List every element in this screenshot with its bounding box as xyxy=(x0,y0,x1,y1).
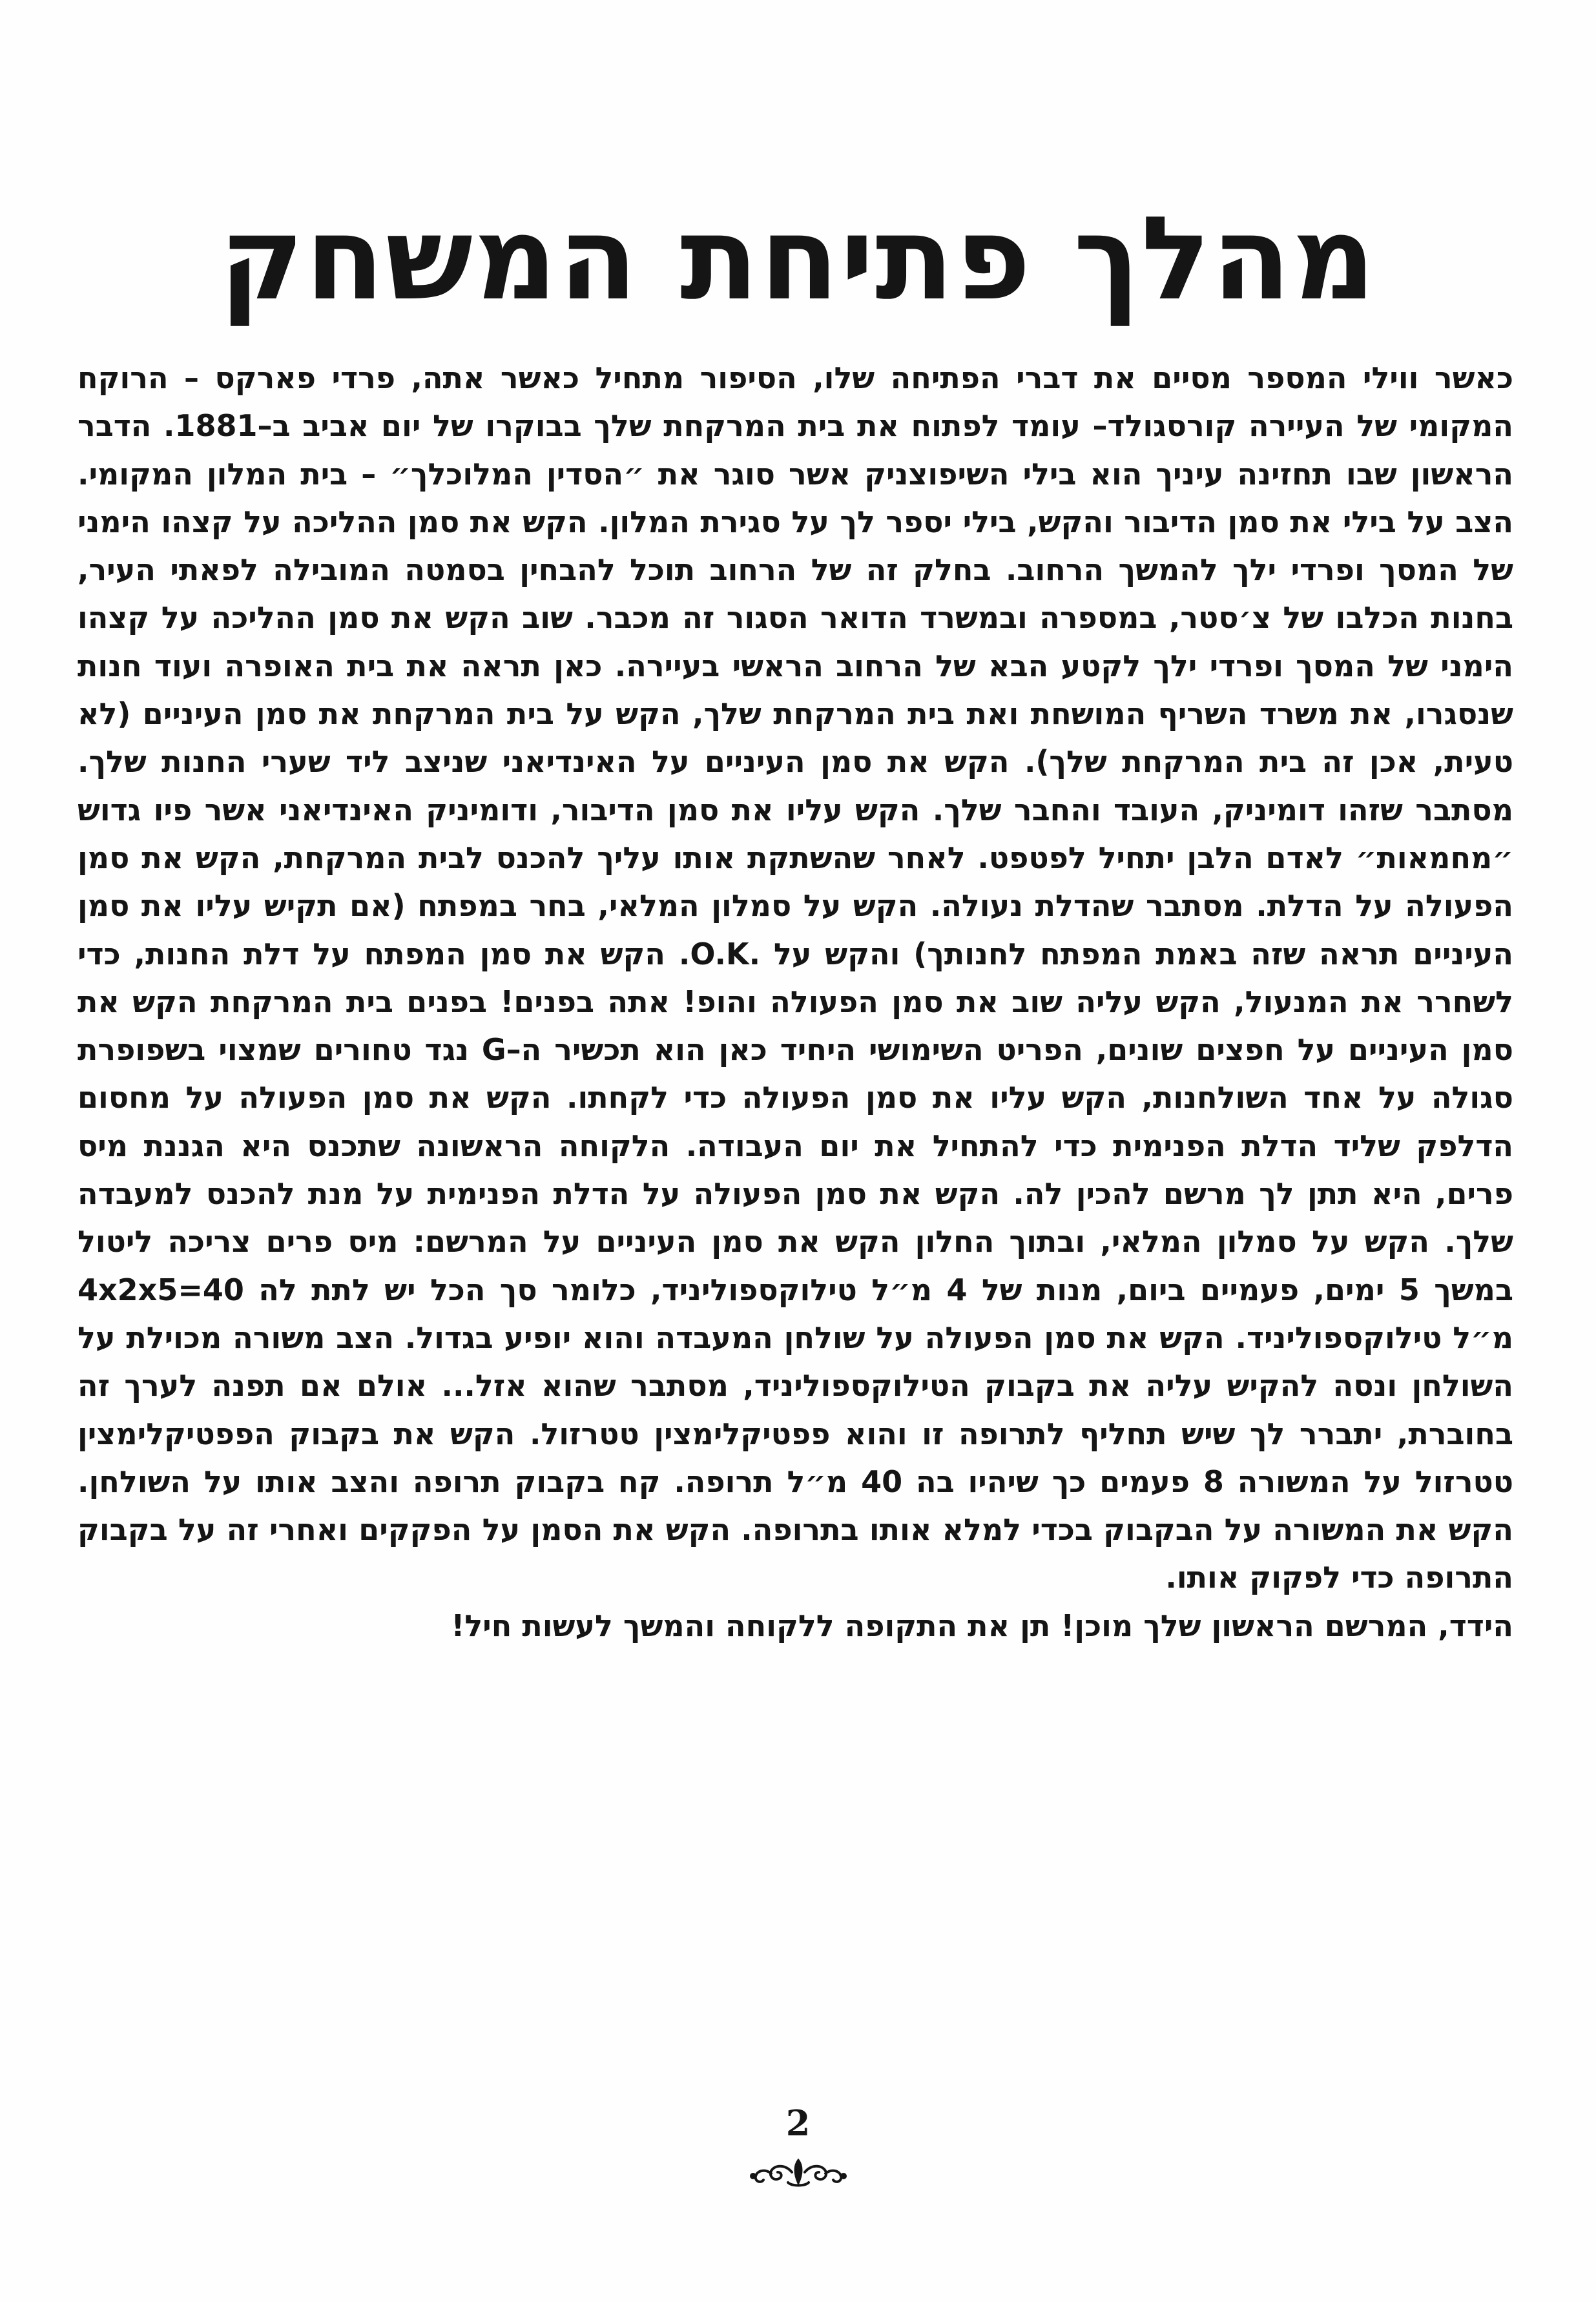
body-paragraph-1: כאשר ווילי המספר מסיים את דברי הפתיחה שלו, הסיפור מתחיל כאשר אתה, פרדי פארקס – הרוקח המקומי של העיירה קורסגולד– עומד לפתוח את בית המרקחת שלך בבוקרו של יום אביב ב–1881. הדבר הראשון שבו תחזינה עיניך הוא בילי השיפוצניק אשר סוגר את ״הסדין המלוכלך״ – בית המלון המקומי. הצב על בילי את סמן הדיבור והקש, בילי יספר לך על סגירת המלון. הקש את סמן ההליכה על קצהו הימני של המסך ופרדי ילך להמשך הרחוב. בחלק זה של הרחוב תוכל להבחין בסמטה המובילה לפאתי העיר, בחנות הכלבו של צ׳סטר, במספרה ובמשרד הדואר הסגור זה מכבר. שוב הקש את סמן ההליכה על קצהו הימני של המסך ופרדי ילך לקטע הבא של הרחוב הראשי בעיירה. כאן תראה את בית האופרה ועוד חנות שנסגרו, את משרד השריף המושחת ואת בית המרקחת שלך, הקש על בית המרקחת את סמן העיניים (לא טעית, אכן זה בית המרקחת שלך). הקש את סמן העיניים על האינדיאני שניצב ליד שערי החנות שלך. מסתבר שזהו דומיניק, העובד והחבר שלך. הקש עליו את סמן הדיבור, ודומיניק האינדיאני אשר פיו גדוש ״מחמאות״ לאדם הלבן יתחיל לפטפט. לאחר שהשתקת אותו עליך להכנס לבית המרקחת, הקש את סמן הפעולה על הדלת. מסתבר שהדלת נעולה. הקש על סמלון המלאי, בחר במפתח (אם תקיש עליו את סמן העיניים תראה שזה באמת המפתח לחנותך) והקש על .O.K. הקש את סמן המפתח על דלת החנות, כדי לשחרר את המנעול, הקש עליה שוב את סמן הפעולה והופ! אתה בפנים! בפנים בית המרקחת הקש את סמן העיניים על חפצים שונים, הפריט השימושי היחיד כאן הוא תכשיר ה–G נגד טחורים שמצוי בשפופרת סגולה על אחד השולחנות, הקש עליו את סמן הפעולה כדי לקחתו. הקש את סמן הפעולה על מחסום הדלפק שליד הדלת הפנימית כדי להתחיל את יום העבודה. הלקוחה הראשונה שתכנס היא הגננת מיס פרים, היא תתן לך מרשם להכין לה. הקש את סמן הפעולה על הדלת הפנימית על מנת להכנס למעבדה שלך. הקש על סמלון המלאי, ובתוך החלון הקש את סמן העיניים על המרשם: מיס פרים צריכה ליטול במשך 5 ימים, פעמיים ביום, מנות של 4 מ״ל טילוקספוליניד, כלומר סך הכל יש לתת לה 40=4x2x5 מ״ל טילוקספוליניד. הקש את סמן הפעולה על שולחן המעבדה והוא יופיע בגדול. הצב משורה מכוילת על השולחן ונסה להקיש עליה את בקבוק הטילוקספוליניד, מסתבר שהוא אזל... אולם אם תפנה לערך זה בחוברת, יתברר לך שיש תחליף לתרופה זו והוא פפטיקלימצין טטרזול. הקש את בקבוק הפפטיקלימצין טטרזול על המשורה 8 פעמים כך שיהיו בה 40 מ״ל תרופה. קח בקבוק תרופה והצב אותו על השולחן. הקש את המשורה על הבקבוק בכדי למלא אותו בתרופה. הקש את הסמן על הפקקים ואחרי זה על בקבוק התרופה כדי לפקוק אותו. xyxy=(78,360,1513,1595)
decorative-flourish-icon xyxy=(749,2154,847,2190)
page-title: מהלך פתיחת המשחק xyxy=(219,192,1377,326)
page-number: 2 xyxy=(785,2102,811,2144)
body-text xyxy=(78,354,1513,1650)
body-paragraph-2: הידד, המרשם הראשון שלך מוכן! תן את התקופה ללקוחה והמשך לעשות חיל! xyxy=(451,1608,1513,1643)
